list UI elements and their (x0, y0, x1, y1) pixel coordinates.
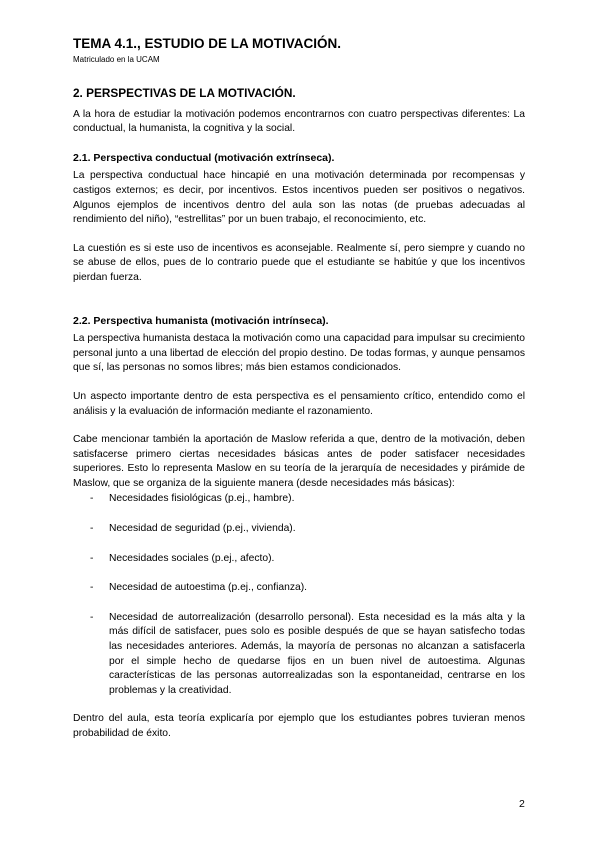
document-body (73, 86, 525, 742)
document-title: TEMA 4.1., ESTUDIO DE LA MOTIVACIÓN. (73, 36, 342, 51)
list-item-text: Necesidades fisiológicas (p.ej., hambre). (109, 493, 295, 505)
list-item (73, 552, 525, 567)
section-2-2-paragraph-1: La perspectiva humanista destaca la motivación como una capacidad para impulsar su crecimiento personal junto a una libertad de elección del propio destino. De todas formas, y aunque pensamos que sí, las personas no somos libres; más bien estamos condicionados. (73, 333, 525, 374)
section-2-2-paragraph-4: Dentro del aula, esta teoría explicaría por ejemplo que los estudiantes pobres tuvieran menos probabilidad de éxito. (73, 713, 525, 739)
section-2-1-paragraph-1: La perspectiva conductual hace hincapié en una motivación determinada por recompensas y castigos externos; es decir, por incentivos. Estos incentivos pueden ser positivos o negativos. Algunos ejemplos de incentivos dentro del aula son las notas (de pruebas adecuadas al rendimiento del niño), “estrellitas” por un buen trabajo, el reconocimiento, etc. (73, 170, 525, 226)
section-2-1-paragraph-2: La cuestión es si este uso de incentivos es aconsejable. Realmente sí, pero siempre y cuando no se abuse de ellos, pues de lo contrario puede que el estudiante se habitúe y que los incentivos pierdan fuerza. (73, 242, 525, 283)
section-2-2-heading: 2.2. Perspectiva humanista (motivación intrínseca). (73, 314, 329, 327)
maslow-needs-list (73, 492, 525, 698)
document-subtitle: Matriculado en la UCAM (73, 55, 160, 64)
list-item (73, 522, 525, 537)
section-2-intro: A la hora de estudiar la motivación podemos encontrarnos con cuatro perspectivas diferentes: La conductual, la humanista, la cognitiva y la social. (73, 108, 525, 135)
list-item-text: Necesidad de seguridad (p.ej., vivienda). (109, 523, 296, 535)
list-item (73, 611, 525, 699)
list-item-text: Necesidades sociales (p.ej., afecto). (109, 552, 275, 564)
section-2-2-paragraph-3: Cabe mencionar también la aportación de Maslow referida a que, dentro de la motivación, deben satisfacerse primero ciertas necesidades básicas antes de poder satisfacer necesidades superiores. Esto lo representa Maslow en su teoría de la jerarquía de necesidades y pirámide de Maslow, que se organiza de la siguiente manera (desde necesidades más básicas): (73, 434, 525, 489)
page-number: 2 (519, 798, 525, 810)
section-2-2-paragraph-2: Un aspecto importante dentro de esta perspectiva es el pensamiento crítico, entendido como el análisis y la evaluación de información mediante el razonamiento. (73, 390, 525, 417)
section-2-heading: 2. PERSPECTIVAS DE LA MOTIVACIÓN. (73, 86, 296, 100)
list-item-text: Necesidad de autoestima (p.ej., confianza). (109, 582, 308, 594)
section-2-1-heading: 2.1. Perspectiva conductual (motivación extrínseca). (73, 151, 335, 164)
list-dash: - (90, 493, 94, 505)
list-dash: - (90, 582, 94, 594)
list-dash: - (90, 552, 94, 564)
list-item (73, 492, 525, 507)
list-dash: - (90, 523, 94, 535)
list-dash: - (90, 611, 94, 623)
list-item-text: Necesidad de autorrealización (desarrollo personal). Esta necesidad es la más alta y la más difícil de satisfacer, pues solo es posible después de que se hayan satisfecho todas las necesidades anteriores. Además, la mayoría de personas no alcanzan a satisfacerla por el simple hecho de quedarse fijos en un buen nivel de autoestima. Algunas características de las personas autorrealizadas son la espontaneidad, centrarse en los problemas y la creatividad. (109, 611, 525, 696)
list-item (73, 581, 525, 596)
